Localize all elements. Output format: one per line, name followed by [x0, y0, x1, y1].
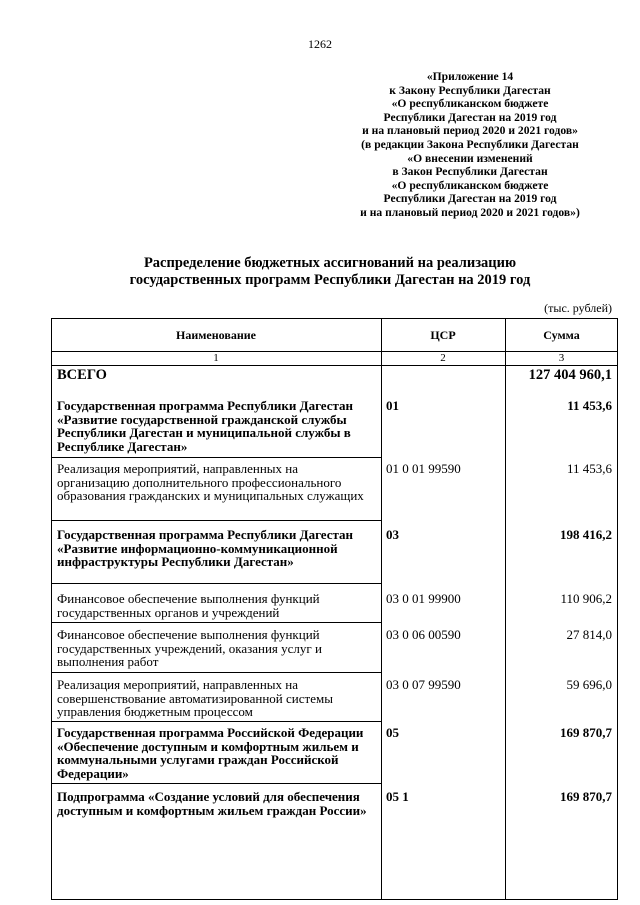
row-name: Реализация мероприятий, направленных на организацию дополнительного профессионального образования гражданских и муниципальных служащих — [57, 461, 364, 504]
column-divider-2 — [505, 319, 506, 899]
row-csr: 03 0 01 99900 — [386, 591, 461, 606]
row-divider — [51, 622, 381, 623]
row-sum: 169 870,7 — [560, 789, 612, 804]
appendix-line: и на плановый период 2020 и 2021 годов» — [362, 124, 578, 138]
row-sum: 127 404 960,1 — [528, 367, 612, 383]
appendix-line: «О республиканском бюджете — [391, 97, 549, 111]
row-name: Государственная программа Республики Дагестан «Развитие государственной гражданской службы Республики Дагестан и муниципальной службы в Республике Дагестан» — [57, 398, 354, 454]
row-divider — [51, 721, 381, 722]
title-line-1: Распределение бюджетных ассигнований на реализацию — [143, 255, 517, 271]
row-csr: 05 1 — [386, 789, 409, 804]
column-number: 2 — [440, 352, 446, 364]
header-name: Наименование — [176, 328, 256, 342]
row-csr: 03 0 07 99590 — [386, 677, 461, 692]
title-line-2: государственных программ Республики Дагестан на 2019 год — [129, 272, 531, 288]
table-border-right — [617, 319, 618, 899]
appendix-line: «О внесении изменений — [407, 151, 533, 165]
row-name: ВСЕГО — [57, 367, 107, 383]
row-csr: 03 — [386, 527, 399, 542]
row-name: Государственная программа Республики Дагестан «Развитие информационно-коммуникационной инфраструктуры Республики Дагестан» — [57, 527, 354, 570]
column-number-row — [51, 352, 618, 366]
row-sum: 11 453,6 — [566, 461, 612, 476]
row-sum: 169 870,7 — [560, 725, 612, 740]
row-sum: 27 814,0 — [566, 627, 612, 642]
row-name: Государственная программа Российской Федерации «Обеспечение доступным и комфортным жильем и коммунальными услугами граждан Российской Федерации» — [57, 725, 364, 781]
appendix-line: Республики Дагестан на 2019 год — [383, 192, 557, 206]
row-divider — [51, 457, 381, 458]
row-csr: 01 0 01 99590 — [386, 461, 461, 476]
row-csr: 01 — [386, 398, 399, 413]
unit-label: (тыс. рублей) — [544, 301, 612, 315]
row-name: Подпрограмма «Создание условий для обеспечения доступным и комфортным жильем граждан России» — [57, 789, 367, 818]
appendix-line: «Приложение 14 — [426, 70, 514, 83]
column-number: 1 — [213, 352, 219, 364]
appendix-line: в Закон Республики Дагестан — [392, 165, 548, 179]
page-number: 1262 — [308, 37, 332, 51]
appendix-header — [330, 70, 610, 220]
row-csr: 05 — [386, 725, 399, 740]
row-name: Финансовое обеспечение выполнения функций государственных органов и учреждений — [57, 591, 320, 620]
row-divider — [51, 672, 381, 673]
row-name: Финансовое обеспечение выполнения функций государственных учреждений, оказания услуг и выполнения работ — [57, 627, 322, 670]
row-sum: 198 416,2 — [560, 527, 612, 542]
row-divider — [51, 583, 381, 584]
column-number: 3 — [558, 352, 565, 364]
appendix-line: (в редакции Закона Республики Дагестан — [361, 137, 579, 151]
document-title — [40, 255, 620, 289]
column-divider-1 — [381, 319, 382, 899]
appendix-line: и на плановый период 2020 и 2021 годов») — [360, 205, 580, 219]
row-sum: 59 696,0 — [566, 677, 612, 692]
table-header — [51, 319, 618, 352]
table-border-left — [51, 319, 52, 899]
appendix-line: к Закону Республики Дагестан — [389, 83, 551, 97]
header-csr: ЦСР — [430, 328, 456, 342]
row-sum: 11 453,6 — [567, 398, 612, 413]
budget-table — [51, 318, 618, 900]
row-csr: 03 0 06 00590 — [386, 627, 461, 642]
appendix-line: «О республиканском бюджете — [391, 178, 549, 192]
row-sum: 110 906,2 — [560, 591, 612, 606]
row-name: Реализация мероприятий, направленных на совершенствование автоматизированной системы управления бюджетным процессом — [57, 677, 333, 720]
appendix-line: Республики Дагестан на 2019 год — [383, 110, 557, 124]
row-divider — [51, 783, 381, 784]
header-sum: Сумма — [543, 328, 580, 342]
row-divider — [51, 520, 381, 521]
